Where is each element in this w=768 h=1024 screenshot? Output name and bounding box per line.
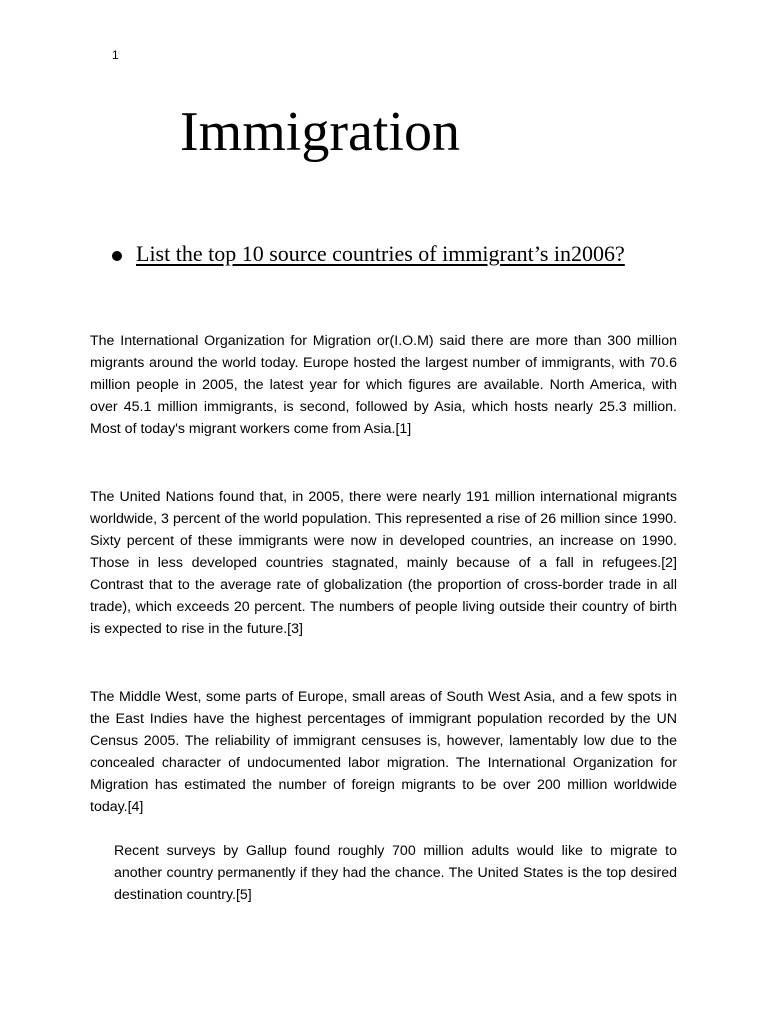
bullet-icon	[112, 251, 122, 261]
page-title: Immigration	[180, 101, 460, 163]
paragraph-gallup: Recent surveys by Gallup found roughly 700 million adults would like to migrate to another country permanently if they had the chance. The United States is the top desired destination country.[5]	[114, 843, 677, 903]
paragraph-iom: The International Organization for Migration or(I.O.M) said there are more than 300 million migrants around the world today. Europe hosted the largest number of immigrants, with 70.6 million people in 2005, the latest year for which figures are available. North America, with over 45.1 million immigrants, is second, followed by Asia, which hosts nearly 25.3 million. Most of today's migrant workers come from Asia.[1]	[90, 333, 677, 437]
question-heading: List the top 10 source countries of immigrant’s in2006?	[136, 241, 625, 266]
page-number: 1	[112, 48, 119, 62]
question-bullet	[112, 240, 672, 268]
paragraph-middle-west: The Middle West, some parts of Europe, small areas of South West Asia, and a few spots in the East Indies have the highest percentages of immigrant population recorded by the UN Census 2005. The reliability of immigrant censuses is, however, lamentably low due to the concealed character of undocumented labor migration. The International Organization for Migration has estimated the number of foreign migrants to be over 200 million worldwide today.[4]	[90, 689, 677, 815]
paragraph-un: The United Nations found that, in 2005, there were nearly 191 million international migrants worldwide, 3 percent of the world population. This represented a rise of 26 million since 1990. Sixty percent of these immigrants were now in developed countries, an increase on 1990. Those in less developed countries stagnated, mainly because of a fall in refugees.[2] Contrast that to the average rate of globalization (the proportion of cross-border trade in all trade), which exceeds 20 percent. The numbers of people living outside their country of birth is expected to rise in the future.[3]	[90, 489, 677, 637]
